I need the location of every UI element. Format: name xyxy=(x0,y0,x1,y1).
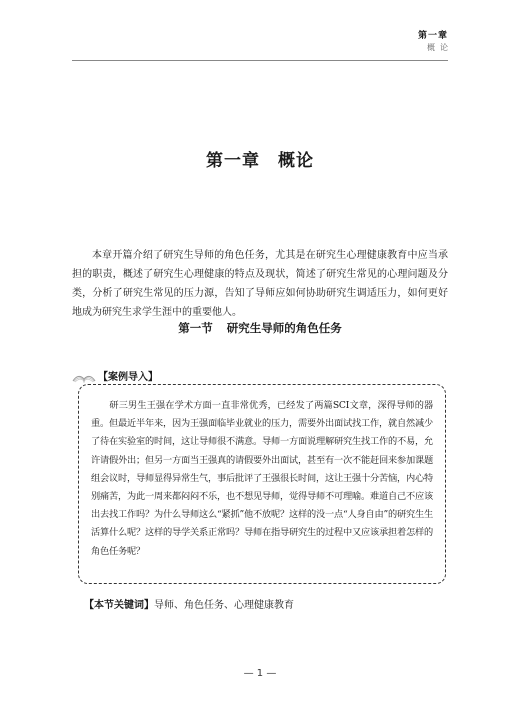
section-title xyxy=(0,320,520,336)
header-divider xyxy=(72,60,448,61)
running-header xyxy=(368,30,453,54)
chapter-intro: 本章开篇介绍了研究生导师的角色任务，尤其是在研究生心理健康教育中应当承担的职责，概述了研究生心理健康的特点及现状，简述了研究生常见的心理问题及分类，分析了研究生常见的压力源，告知了导师应如何协助研究生调适压力，如何更好地成为研究生求学生涯中的重要他人。 xyxy=(72,250,448,318)
case-box xyxy=(78,384,446,584)
section-name: 研究生导师的角色任务 xyxy=(226,321,342,335)
running-header-chapter: 第一章 xyxy=(417,31,448,41)
case-text: 研三男生王强在学术方面一直非常优秀，已经发了两篇SCI文章，深得导师的器重。但最近半年来，因为王强面临毕业就业的压力，需要外出面试找工作，就自然减少了待在实验室的时间，这让导师很不满意。导师一方面说理解研究生找工作的不易，允许请假外出；但另一方面当王强真的请假要外出面试，甚至有一次不能赶回来参加课题组会议时，导师显得异常生气，事后批评了王强很长时间，这让王强十分苦恼，内心特别痛苦，为此一周来都闷闷不乐，也不想见导师，觉得导师不可理喻。难道自己不应该出去找工作吗？为什么导师这么“紧抓”他不放呢？这样的没一点“人身自由”的研究生生活算什么呢？这样的导学关系正常吗？导师在指导研究生的过程中又应该承担着怎样的角色任务呢？ xyxy=(91,400,433,557)
case-heading-label: 【案例导入】 xyxy=(98,372,158,383)
keywords-label: 【本节关键词】 xyxy=(84,600,154,611)
keywords-text: 导师、角色任务、心理健康教育 xyxy=(154,600,294,611)
chapter-name: 概论 xyxy=(278,151,314,171)
section-number: 第一节 xyxy=(178,321,213,335)
section-keywords xyxy=(84,596,294,611)
running-header-section: 概论 xyxy=(427,43,453,52)
chapter-number: 第一章 xyxy=(206,151,260,171)
chapter-title xyxy=(0,146,520,171)
book-icon xyxy=(72,369,96,383)
page-number: — 1 — xyxy=(243,668,277,679)
case-heading xyxy=(72,368,158,383)
